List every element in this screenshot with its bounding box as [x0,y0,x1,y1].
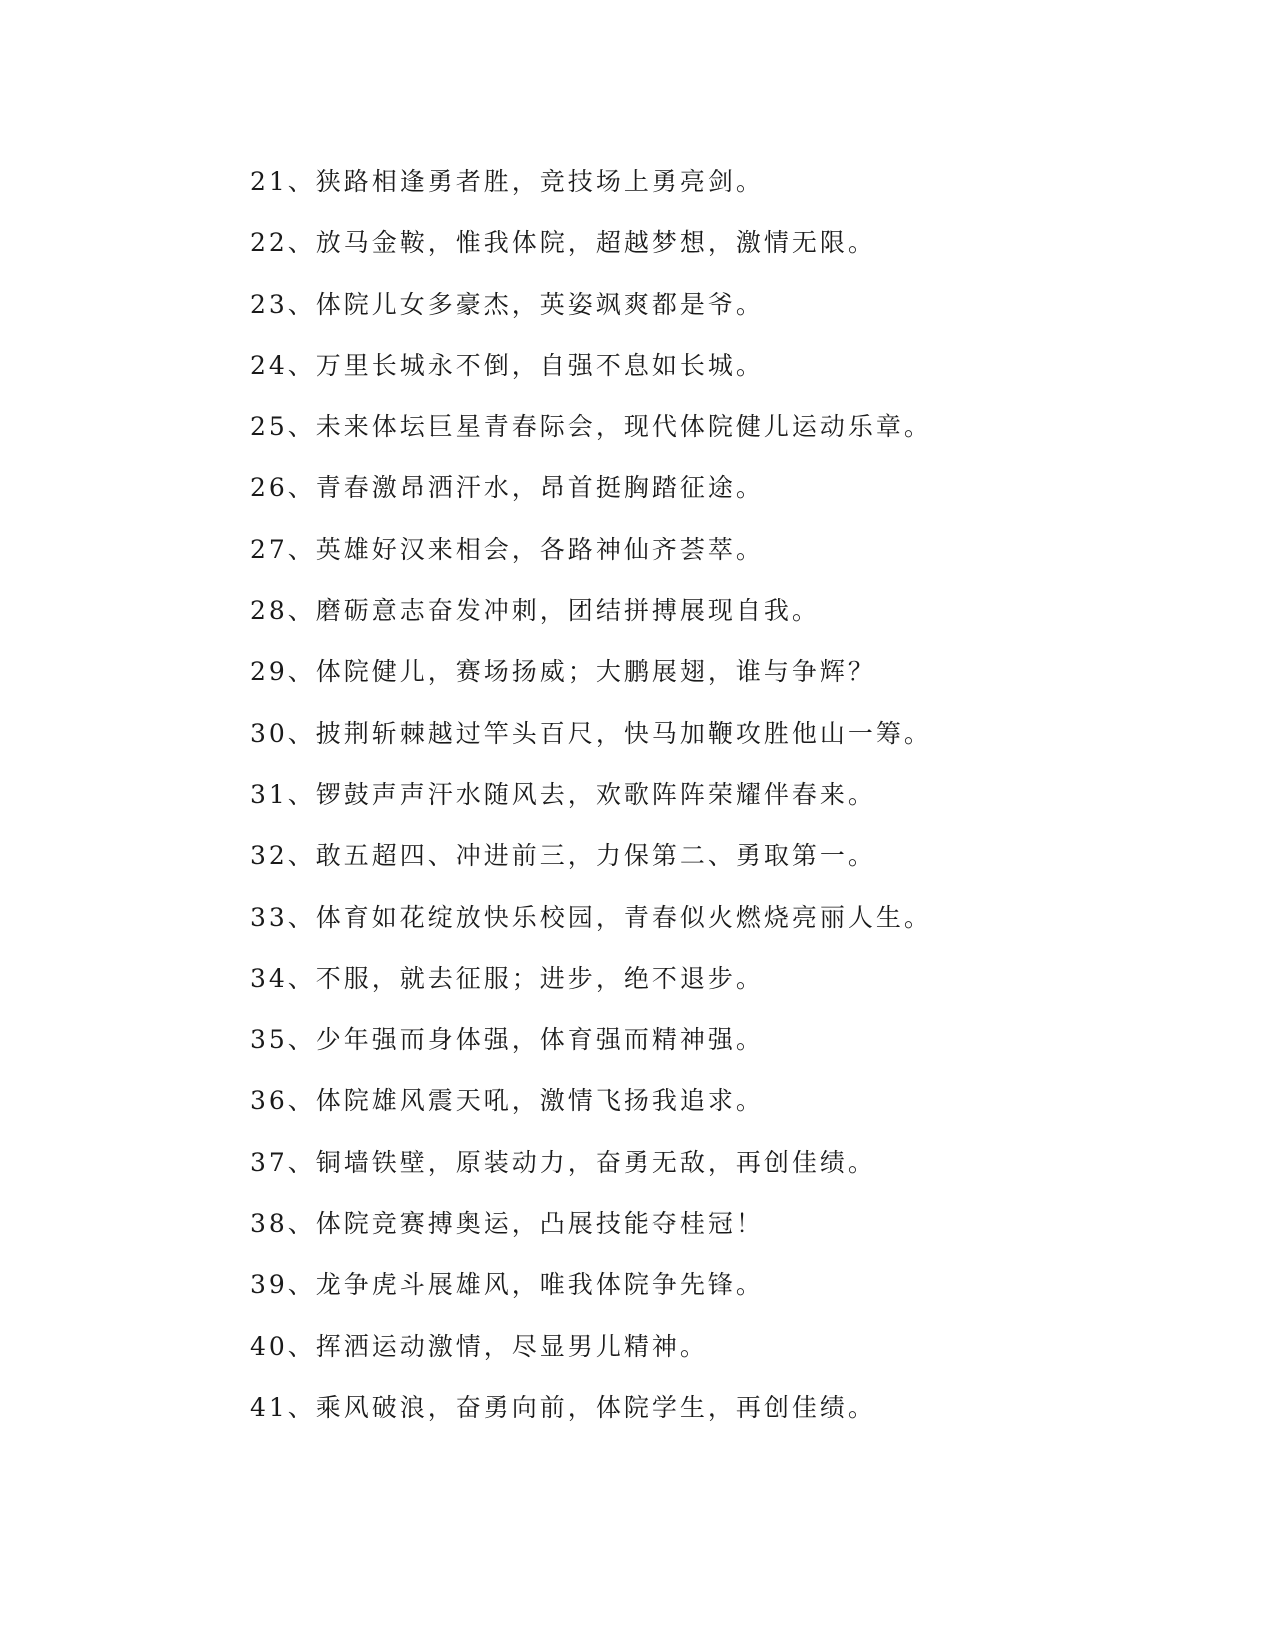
slogan-line-40: 40、挥洒运动激情，尽显男儿精神。 [250,1331,708,1361]
slogan-line-37: 37、铜墙铁壁，原装动力，奋勇无敌，再创佳绩。 [250,1147,876,1177]
slogan-line-39: 39、龙争虎斗展雄风，唯我体院争先锋。 [250,1270,764,1300]
slogan-line-23: 23、体院儿女多豪杰，英姿飒爽都是爷。 [250,289,764,319]
slogan-line-25: 25、未来体坛巨星青春际会，现代体院健儿运动乐章。 [250,412,932,442]
slogan-line-31: 31、锣鼓声声汗水随风去，欢歌阵阵荣耀伴春来。 [250,779,876,809]
slogan-line-38: 38、体院竞赛搏奥运，凸展技能夺桂冠！ [250,1209,764,1239]
slogan-list [250,164,1210,1451]
slogan-line-27: 27、英雄好汉来相会，各路神仙齐荟萃。 [250,534,764,564]
slogan-line-32: 32、敢五超四、冲进前三，力保第二、勇取第一。 [250,841,876,871]
slogan-line-36: 36、体院雄风震天吼，激情飞扬我追求。 [250,1086,764,1116]
slogan-line-29: 29、体院健儿，赛场扬威；大鹏展翅，谁与争辉？ [250,657,876,687]
slogan-line-41: 41、乘风破浪，奋勇向前，体院学生，再创佳绩。 [250,1392,876,1422]
slogan-line-21: 21、狭路相逢勇者胜，竞技场上勇亮剑。 [250,167,764,196]
slogan-line-26: 26、青春激昂洒汗水，昂首挺胸踏征途。 [250,473,764,503]
slogan-line-24: 24、万里长城永不倒，自强不息如长城。 [250,350,764,380]
slogan-line-28: 28、磨砺意志奋发冲刺，团结拼搏展现自我。 [250,596,820,626]
slogan-line-30: 30、披荆斩棘越过竿头百尺，快马加鞭攻胜他山一筹。 [250,718,932,748]
slogan-line-34: 34、不服，就去征服；进步，绝不退步。 [250,963,764,993]
slogan-line-22: 22、放马金鞍，惟我体院，超越梦想，激情无限。 [250,228,876,258]
slogan-line-33: 33、体育如花绽放快乐校园，青春似火燃烧亮丽人生。 [250,902,932,932]
slogan-line-35: 35、少年强而身体强，体育强而精神强。 [250,1025,764,1055]
